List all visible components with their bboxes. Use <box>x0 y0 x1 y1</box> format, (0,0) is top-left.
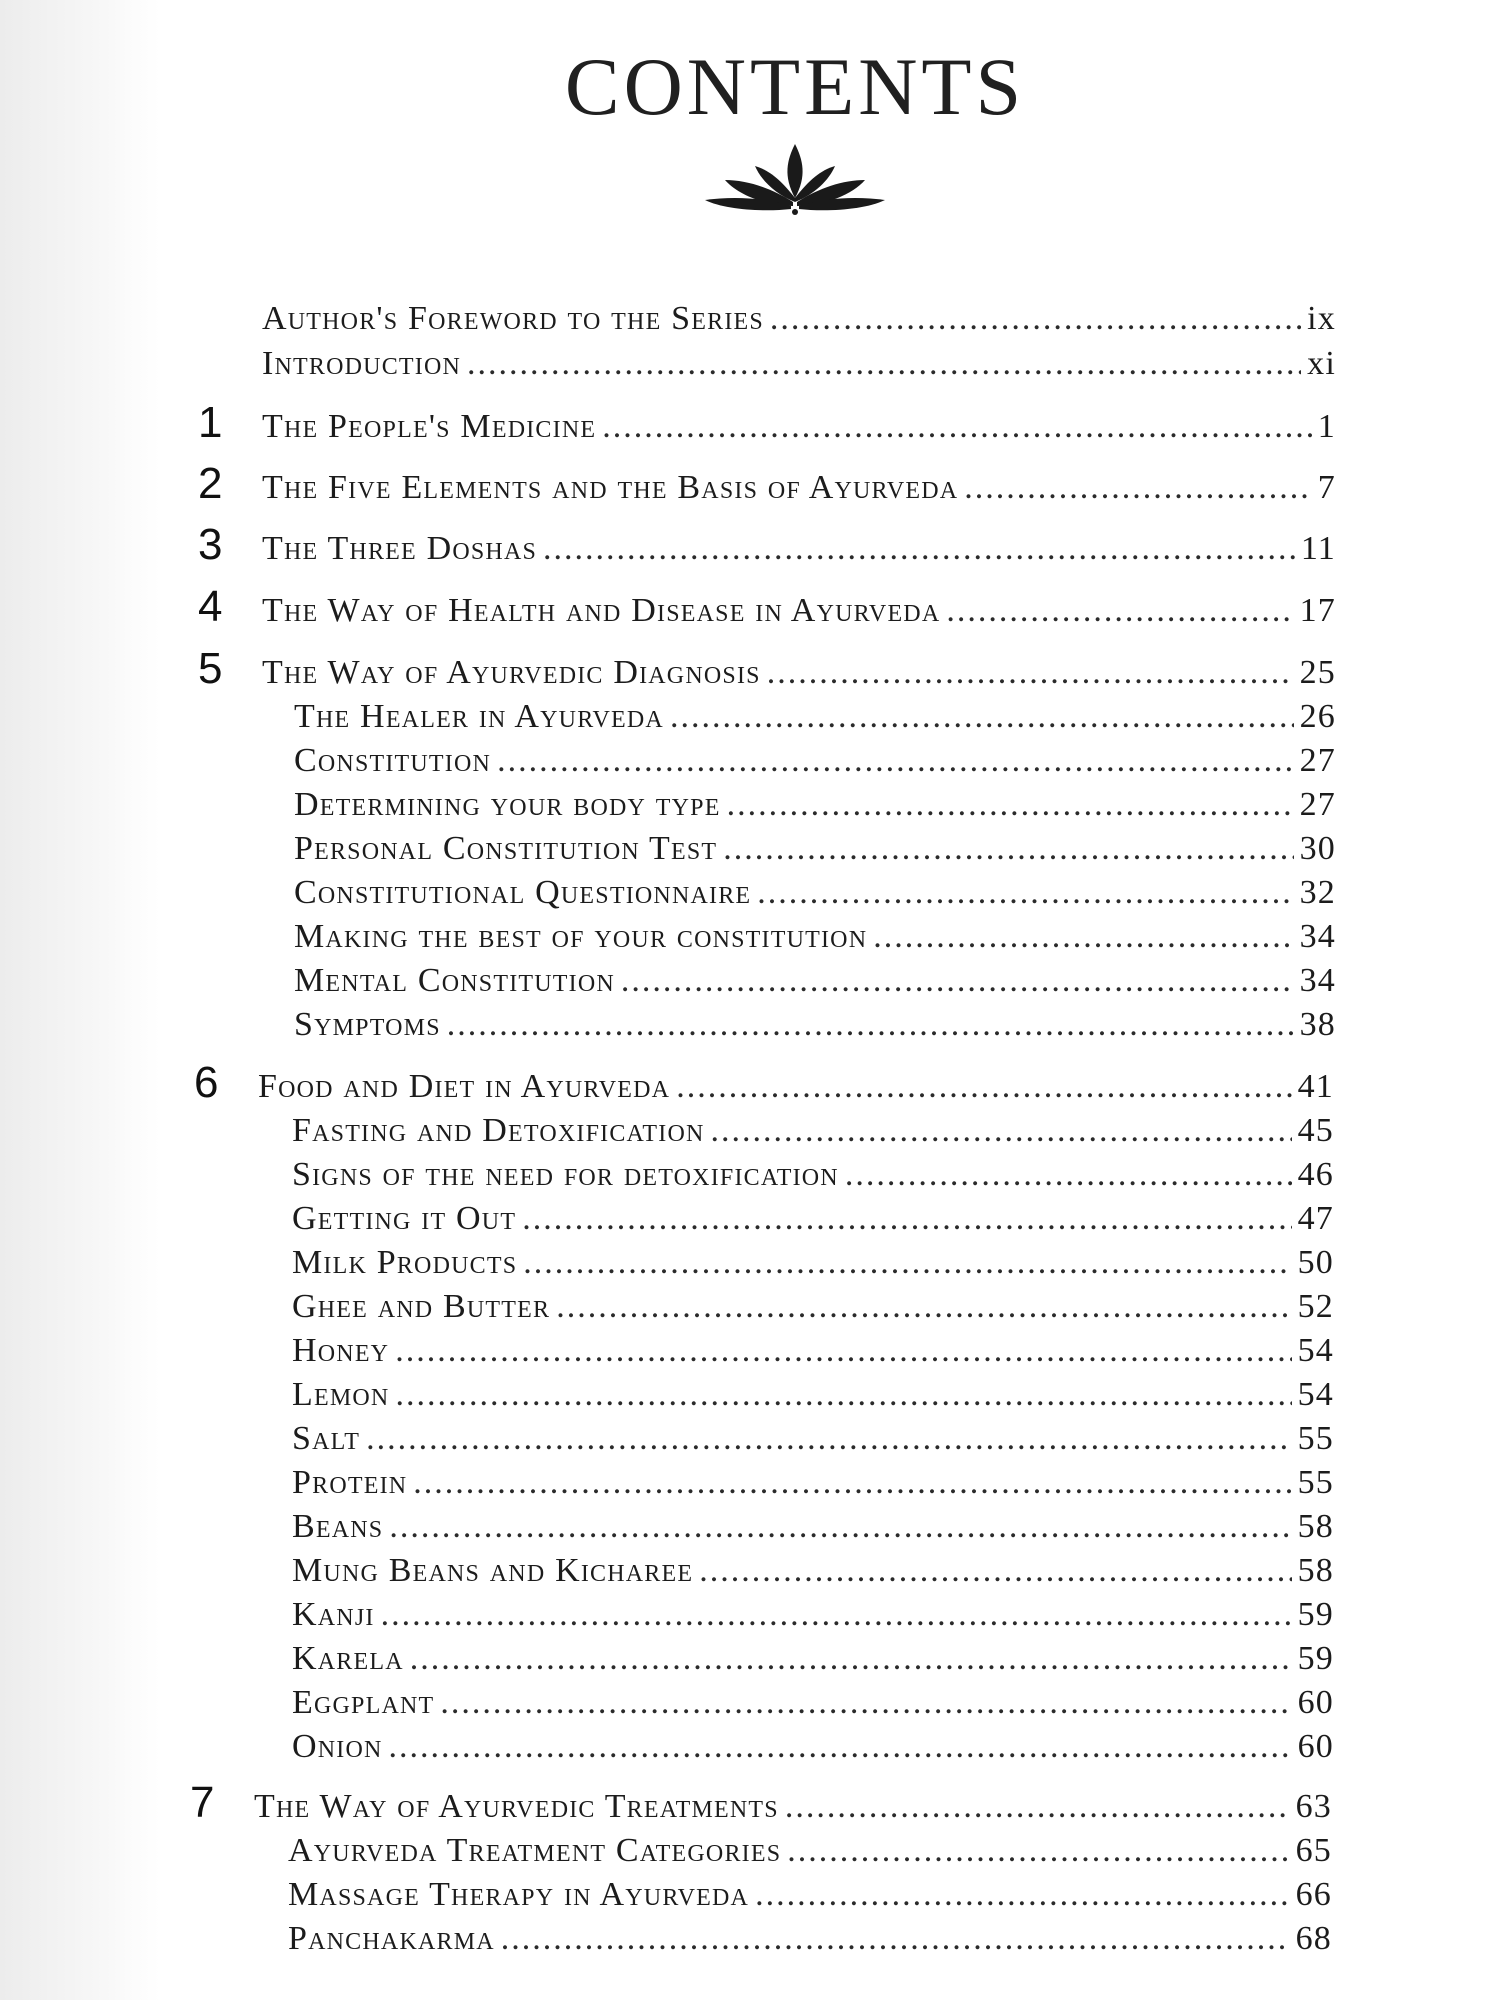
dot-leader <box>873 918 1293 956</box>
toc-section[interactable] <box>292 1332 1334 1374</box>
dot-leader <box>501 1920 1290 1958</box>
toc-entry-page: 25 <box>1299 654 1336 691</box>
dot-leader <box>497 742 1294 780</box>
toc-entry-title: Constitution <box>294 742 492 779</box>
toc-entry-page: 38 <box>1299 1006 1336 1043</box>
toc-entry-page: 58 <box>1297 1508 1334 1545</box>
toc-section[interactable] <box>292 1464 1334 1506</box>
toc-entry-page: 59 <box>1297 1640 1334 1677</box>
dot-leader <box>395 1332 1291 1370</box>
toc-entry-title: Author's Foreword to the Series <box>262 300 764 337</box>
toc-entry-title: Eggplant <box>292 1684 435 1721</box>
toc-entry-title: Protein <box>292 1464 408 1501</box>
dot-leader <box>543 530 1295 568</box>
dot-leader <box>727 786 1294 824</box>
toc-section[interactable] <box>294 830 1336 872</box>
toc-section[interactable] <box>292 1508 1334 1550</box>
toc-section[interactable] <box>292 1156 1334 1198</box>
toc-section[interactable] <box>294 918 1336 960</box>
toc-entry-title: Ghee and Butter <box>292 1288 551 1325</box>
toc-entry-title: The Way of Ayurvedic Treatments <box>254 1788 779 1825</box>
toc-entry-title: Introduction <box>262 345 462 382</box>
dot-leader <box>389 1508 1291 1546</box>
toc-entry-page: 55 <box>1297 1464 1334 1501</box>
toc-entry-page: 58 <box>1297 1552 1334 1589</box>
toc-entry-title: Signs of the need for detoxification <box>292 1156 839 1193</box>
dot-leader <box>447 1006 1294 1044</box>
dot-leader <box>621 962 1294 1000</box>
toc-entry-title: The Way of Ayurvedic Diagnosis <box>262 654 761 691</box>
toc-entry-title: The Five Elements and the Basis of Ayurveda <box>262 469 959 506</box>
toc-entry-page: 54 <box>1297 1376 1334 1413</box>
toc-section[interactable] <box>292 1640 1334 1682</box>
chapter-number: 7 <box>190 1778 215 1827</box>
toc-entry-title: Lemon <box>292 1376 390 1413</box>
toc-section[interactable] <box>292 1376 1334 1418</box>
dot-leader <box>785 1788 1290 1826</box>
chapter-number: 5 <box>198 644 223 693</box>
dot-leader <box>964 469 1312 507</box>
toc-entry-page: 55 <box>1297 1420 1334 1457</box>
toc-entry-title: Fasting and Detoxification <box>292 1112 705 1149</box>
chapter-number: 2 <box>198 459 223 508</box>
dot-leader <box>767 654 1294 692</box>
toc-entry-title: The Healer in Ayurveda <box>294 698 664 735</box>
toc-entry-page: 32 <box>1299 874 1336 911</box>
toc-section[interactable] <box>292 1552 1334 1594</box>
heading-wrapper <box>530 40 1060 140</box>
toc-entry-foreword[interactable] <box>262 300 1336 342</box>
toc-entry-title: Ayurveda Treatment Categories <box>288 1832 782 1869</box>
dot-leader <box>440 1684 1291 1722</box>
toc-entry-title: Determining your body type <box>294 786 721 823</box>
toc-entry-page: 50 <box>1297 1244 1334 1281</box>
toc-section[interactable] <box>292 1288 1334 1330</box>
toc-section[interactable] <box>288 1832 1332 1874</box>
toc-entry-page: 11 <box>1300 530 1336 567</box>
toc-entry-page: 1 <box>1317 408 1336 445</box>
lotus-ornament-icon <box>695 136 895 216</box>
toc-entry-title: Honey <box>292 1332 390 1369</box>
dot-leader <box>413 1464 1291 1502</box>
dot-leader <box>389 1728 1292 1766</box>
toc-entry-page: 7 <box>1317 469 1336 506</box>
toc-section[interactable] <box>292 1200 1334 1242</box>
toc-entry-page: 45 <box>1297 1112 1334 1149</box>
dot-leader <box>699 1552 1291 1590</box>
toc-entry-page: ix <box>1307 300 1336 337</box>
toc-entry-page: 34 <box>1299 918 1336 955</box>
toc-entry-title: Panchakarma <box>288 1920 495 1957</box>
toc-entry-page: 46 <box>1297 1156 1334 1193</box>
toc-entry-page: 34 <box>1299 962 1336 999</box>
toc-entry-title: Karela <box>292 1640 404 1677</box>
toc-entry-page: xi <box>1307 345 1336 382</box>
toc-entry-page: 60 <box>1297 1684 1334 1721</box>
chapter-number: 3 <box>198 520 223 569</box>
toc-chapter-4[interactable] <box>262 592 1336 634</box>
toc-entry-page: 30 <box>1299 830 1336 867</box>
toc-entry-title: Beans <box>292 1508 384 1545</box>
toc-chapter-1[interactable] <box>262 408 1336 450</box>
toc-entry-title: Food and Diet in Ayurveda <box>258 1068 671 1105</box>
chapter-number: 4 <box>198 582 223 631</box>
dot-leader <box>755 1876 1290 1914</box>
toc-entry-title: Constitutional Questionnaire <box>294 874 752 911</box>
toc-entry-title: Kanji <box>292 1596 375 1633</box>
toc-entry-page: 66 <box>1295 1876 1332 1913</box>
toc-entry-page: 26 <box>1299 698 1336 735</box>
toc-section[interactable] <box>292 1728 1334 1770</box>
toc-section[interactable] <box>294 742 1336 784</box>
toc-entry-title: Personal Constitution Test <box>294 830 718 867</box>
toc-chapter-6[interactable] <box>258 1068 1334 1110</box>
toc-section[interactable] <box>292 1112 1334 1154</box>
dot-leader <box>946 592 1293 630</box>
dot-leader <box>670 698 1294 736</box>
dot-leader <box>770 300 1301 338</box>
toc-entry-page: 54 <box>1297 1332 1334 1369</box>
page-title: CONTENTS <box>564 41 1026 132</box>
dot-leader <box>410 1640 1292 1678</box>
dot-leader <box>845 1156 1292 1194</box>
dot-leader <box>381 1596 1292 1634</box>
toc-entry-title: The People's Medicine <box>262 408 597 445</box>
toc-chapter-5[interactable] <box>262 654 1336 696</box>
toc-entry-page: 27 <box>1299 742 1336 779</box>
toc-section[interactable] <box>292 1684 1334 1726</box>
toc-entry-title: The Way of Health and Disease in Ayurveda <box>262 592 941 629</box>
toc-entry-page: 59 <box>1297 1596 1334 1633</box>
toc-chapter-3[interactable] <box>262 530 1336 572</box>
toc-entry-title: Mental Constitution <box>294 962 615 999</box>
dot-leader <box>556 1288 1291 1326</box>
toc-entry-title: Onion <box>292 1728 383 1765</box>
toc-entry-title: Salt <box>292 1420 361 1457</box>
dot-leader <box>522 1200 1291 1238</box>
dot-leader <box>787 1832 1289 1870</box>
dot-leader <box>523 1244 1291 1282</box>
toc-section[interactable] <box>294 786 1336 828</box>
dot-leader <box>366 1420 1291 1458</box>
toc-section[interactable] <box>288 1876 1332 1918</box>
toc-section[interactable] <box>288 1920 1332 1962</box>
toc-section[interactable] <box>292 1244 1334 1286</box>
toc-chapter-7[interactable] <box>254 1788 1332 1830</box>
toc-entry-page: 68 <box>1295 1920 1332 1957</box>
toc-entry-page: 41 <box>1297 1068 1334 1105</box>
dot-leader <box>395 1376 1291 1414</box>
toc-section[interactable] <box>294 874 1336 916</box>
dot-leader <box>757 874 1293 912</box>
dot-leader <box>723 830 1293 868</box>
toc-entry-page: 27 <box>1299 786 1336 823</box>
toc-entry-page: 47 <box>1297 1200 1334 1237</box>
toc-entry-page: 17 <box>1299 592 1336 629</box>
chapter-number: 6 <box>194 1058 219 1107</box>
toc-entry-page: 60 <box>1297 1728 1334 1765</box>
toc-entry-title: The Three Doshas <box>262 530 538 567</box>
dot-leader <box>711 1112 1292 1150</box>
toc-entry-page: 65 <box>1295 1832 1332 1869</box>
toc-section[interactable] <box>292 1596 1334 1638</box>
toc-entry-title: Getting it Out <box>292 1200 517 1237</box>
toc-entry-page: 52 <box>1297 1288 1334 1325</box>
toc-section[interactable] <box>294 1006 1336 1048</box>
toc-entry-title: Milk Products <box>292 1244 518 1281</box>
toc-section[interactable] <box>294 698 1336 740</box>
dot-leader <box>602 408 1312 446</box>
dot-leader <box>467 345 1301 383</box>
toc-entry-page: 63 <box>1295 1788 1332 1825</box>
toc-entry-title: Massage Therapy in Ayurveda <box>288 1876 750 1913</box>
toc-entry-introduction[interactable] <box>262 345 1336 387</box>
dot-leader <box>676 1068 1291 1106</box>
chapter-number: 1 <box>198 398 223 447</box>
toc-entry-title: Mung Beans and Kicharee <box>292 1552 694 1589</box>
page-gutter-shadow <box>0 0 160 2000</box>
toc-section[interactable] <box>294 962 1336 1004</box>
toc-chapter-2[interactable] <box>262 469 1336 511</box>
toc-entry-title: Symptoms <box>294 1006 441 1043</box>
toc-entry-title: Making the best of your constitution <box>294 918 868 955</box>
toc-section[interactable] <box>292 1420 1334 1462</box>
